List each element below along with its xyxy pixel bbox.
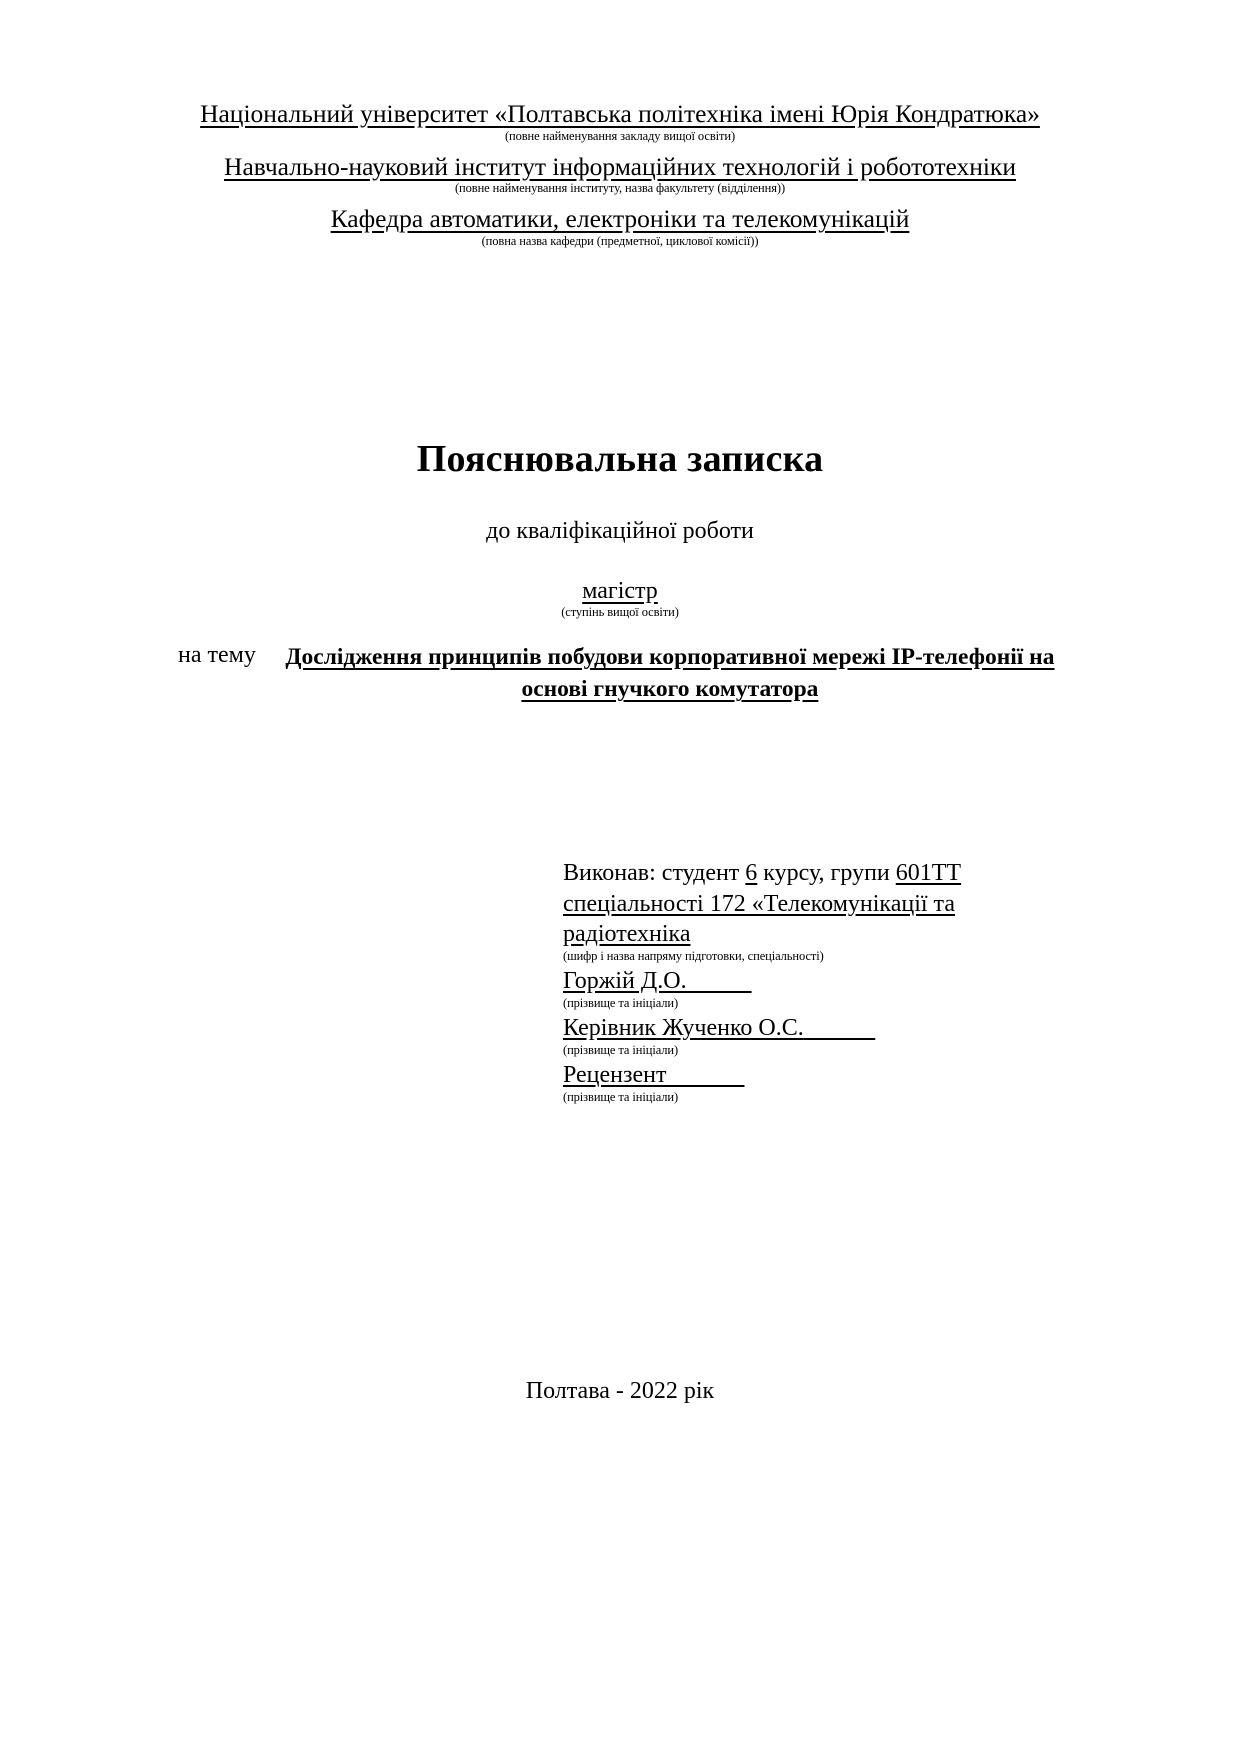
- supervisor-name: Керівник Жученко О.С.: [563, 1015, 804, 1042]
- page-title: Пояснювальна записка: [416, 438, 824, 480]
- reviewer-name-line: [563, 1060, 1033, 1091]
- specialty-caption: (шифр і назва напряму підготовки, спеціальності): [563, 949, 824, 964]
- university-caption: (повне найменування закладу вищої освіти): [504, 128, 736, 143]
- course-number: 6: [745, 860, 758, 886]
- city-year: Полтава - 2022 рік: [525, 1378, 715, 1404]
- supervisor-caption: (прізвище та ініціали): [563, 1042, 679, 1057]
- institution-header: [0, 100, 1240, 258]
- degree-block: [0, 578, 1240, 619]
- topic-value: Дослідження принципів побудови корпоративної мережі IP-телефонії на основі гнучкого комутатора: [285, 644, 1055, 703]
- performed-by-prefix: Виконав: студент: [563, 860, 740, 886]
- department-name: [0, 205, 1240, 234]
- degree-value: магістр: [582, 578, 658, 604]
- institute-caption: (повне найменування інституту, назва факультету (відділення)): [454, 181, 786, 196]
- degree-caption: (ступінь вищої освіти): [561, 605, 679, 619]
- department-caption: (повна назва кафедри (предметної, циклової комісії)): [481, 233, 759, 248]
- topic-block: [178, 641, 1062, 706]
- degree-value-row: [0, 578, 1240, 605]
- supervisor-name-line: [563, 1013, 1033, 1044]
- department-name-text: Кафедра автоматики, електроніки та телекомунікацій: [330, 204, 910, 234]
- specialty-line-2: радіотехніка: [563, 921, 691, 948]
- specialty-line-1: спеціальності 172 «Телекомунікації та: [563, 890, 955, 917]
- reviewer-caption: (прізвище та ініціали): [563, 1089, 679, 1104]
- student-caption: (прізвище та ініціали): [563, 996, 679, 1010]
- course-word: курсу, групи: [763, 860, 890, 886]
- university-name-text: Національний університет «Полтавська політехніка імені Юрія Кондратюка»: [200, 99, 1040, 128]
- topic-label: на тему: [178, 642, 256, 668]
- student-name-line: [563, 966, 1033, 997]
- department-block: [0, 205, 1240, 248]
- group-code: 601ТТ: [895, 860, 962, 886]
- university-block: [0, 100, 1240, 143]
- reviewer-name: Рецензент: [563, 1061, 667, 1088]
- student-course-line: [563, 858, 1033, 889]
- page-subtitle: до кваліфікаційної роботи: [486, 518, 754, 544]
- university-name: [0, 100, 1240, 129]
- student-name: Горжій Д.О.: [563, 968, 687, 995]
- author-block: [563, 858, 1033, 1104]
- institute-block: [0, 153, 1240, 196]
- institute-name: [0, 153, 1240, 182]
- institute-name-text: Навчально-науковий інститут інформаційних технологій і робототехніки: [224, 151, 1016, 181]
